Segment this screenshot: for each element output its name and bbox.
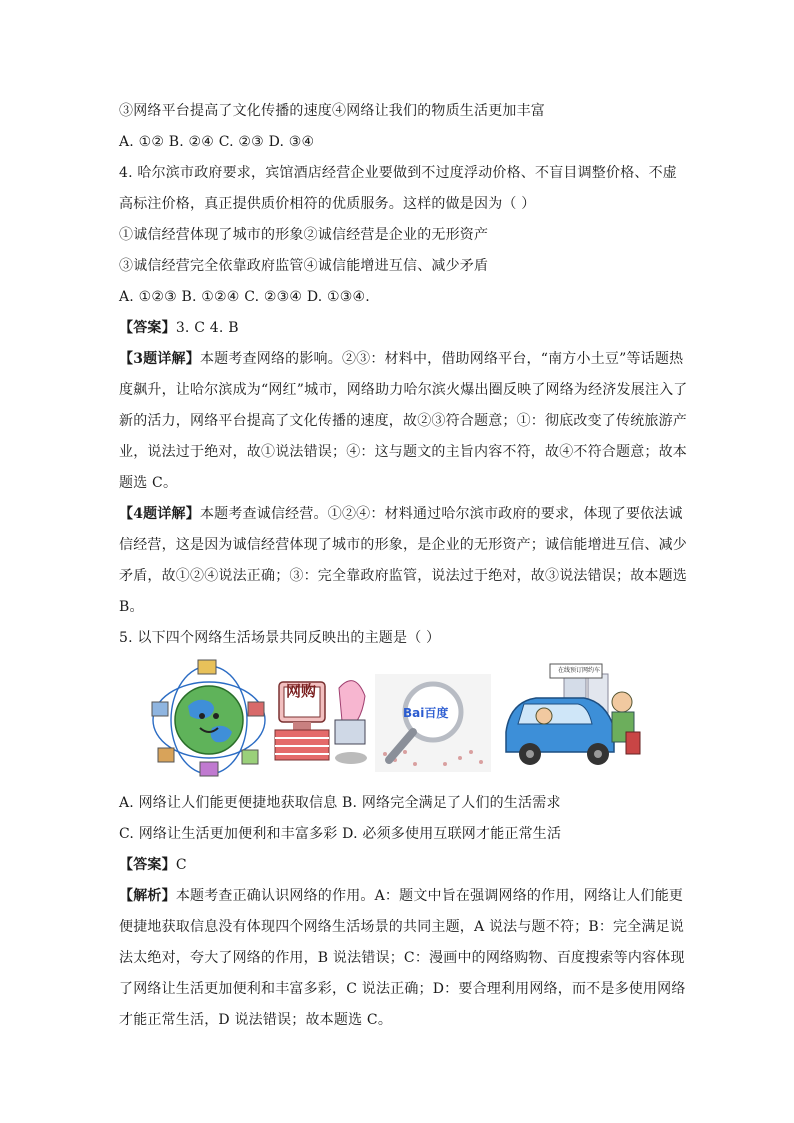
detail-4 [119,499,687,623]
answer-3-4 [119,313,679,344]
document-page [119,96,688,1036]
detail-3 [119,344,688,499]
analysis-5 [119,881,686,1036]
detail-4-line: 信经营，这是因为诚信经营体现了城市的形象，是企业的无形资产；诚信能增进互信、减少 [119,537,687,553]
detail-3-line: 业，说法过于绝对，故①说法错误；④：这与题文的主旨内容不符，故④不符合题意；故本 [119,444,687,460]
answer-5-text: C [175,857,187,873]
answer-5-tag: 【答案】 [119,857,176,873]
detail-3-line: 新的活力，网络平台提高了文化传播的速度，故②③符合题意；①：彻底改变了传统旅游产 [119,413,687,429]
answer-text: 3. C 4. B [175,320,239,336]
answer-5 [119,850,679,881]
detail-4-line: B。 [119,599,144,615]
q3-choices: A. ①② B. ②④ C. ②③ D. ③④ [119,134,315,150]
globe-network-illustration [150,658,268,778]
q5-illustrations [119,658,679,780]
q5-choices-line-2: C. 网络让生活更加便利和丰富多彩 D. 必须多使用互联网才能正常生活 [119,826,562,842]
q4-stem-line-2: 高标注价格，真正提供质价相符的优质服务。这样的做是因为（ ） [119,196,536,212]
analysis-5-line: 了网络让生活更加便利和丰富多彩，C 说法正确；D：要合理利用网络，而不是多使用网络 [119,981,686,997]
detail-4-tag: 【4题详解】 [119,506,200,522]
q4-stem-line-1: 4. 哈尔滨市政府要求，宾馆酒店经营企业要做到不过度浮动价格、不盲目调整价格、不虚 [119,165,678,181]
detail-3-line: 度飙升，让哈尔滨成为“网红”城市，网络助力哈尔滨火爆出圈反映了网络为经济发展注入了 [119,382,688,398]
online-shopping-illustration [269,658,373,770]
analysis-5-line: 便捷地获取信息没有体现四个网络生活场景的共同主题，A 说法与题不符；B：完全满足说 [119,919,685,935]
q5-stem: 5. 以下四个网络生活场景共同反映出的主题是（ ） [119,630,441,646]
ride-hailing-bubble-label: 在线预订网约车 [557,667,600,674]
q5-choices-line-1: A. 网络让人们能更便捷地获取信息 B. 网络完全满足了人们的生活需求 [119,795,561,811]
baidu-logo-label: Bai百度 [403,706,449,720]
detail-4-line: 矛盾，故①②④说法正确；③：完全靠政府监管，说法过于绝对，故③说法错误；故本题选 [119,568,687,584]
analysis-5-line: 【解析】本题考查正确认识网络的作用。A：题文中旨在强调网络的作用，网络让人们能更 [119,888,684,904]
detail-3-line: 【3题详解】本题考查网络的影响。②③：材料中，借助网络平台，“南方小土豆”等话题热 [119,351,684,367]
shopping-sign-label: 网购 [286,682,317,700]
analysis-5-line: 法太绝对，夸大了网络的作用，B 说法错误；C：漫画中的网络购物、百度搜索等内容体现 [119,950,685,966]
detail-3-tag: 【3题详解】 [119,351,200,367]
q4-choices: A. ①②③ B. ①②④ C. ②③④ D. ①③④. [119,289,370,305]
analysis-5-line: 才能正常生活，D 说法错误；故本题选 C。 [119,1012,393,1028]
q4-option-line-1: ①诚信经营体现了城市的形象②诚信经营是企业的无形资产 [119,227,489,243]
answer-tag: 【答案】 [119,320,176,336]
q3-option-line: ③网络平台提高了文化传播的速度④网络让我们的物质生活更加丰富 [119,103,545,119]
detail-3-line: 题选 C。 [119,475,178,491]
analysis-5-tag: 【解析】 [119,888,176,904]
detail-4-line: 【4题详解】本题考查诚信经营。①②④：材料通过哈尔滨市政府的要求，体现了要依法诚 [119,506,683,522]
baidu-search-illustration [375,674,491,772]
q4-option-line-2: ③诚信经营完全依靠政府监管④诚信能增进互信、减少矛盾 [119,258,489,274]
